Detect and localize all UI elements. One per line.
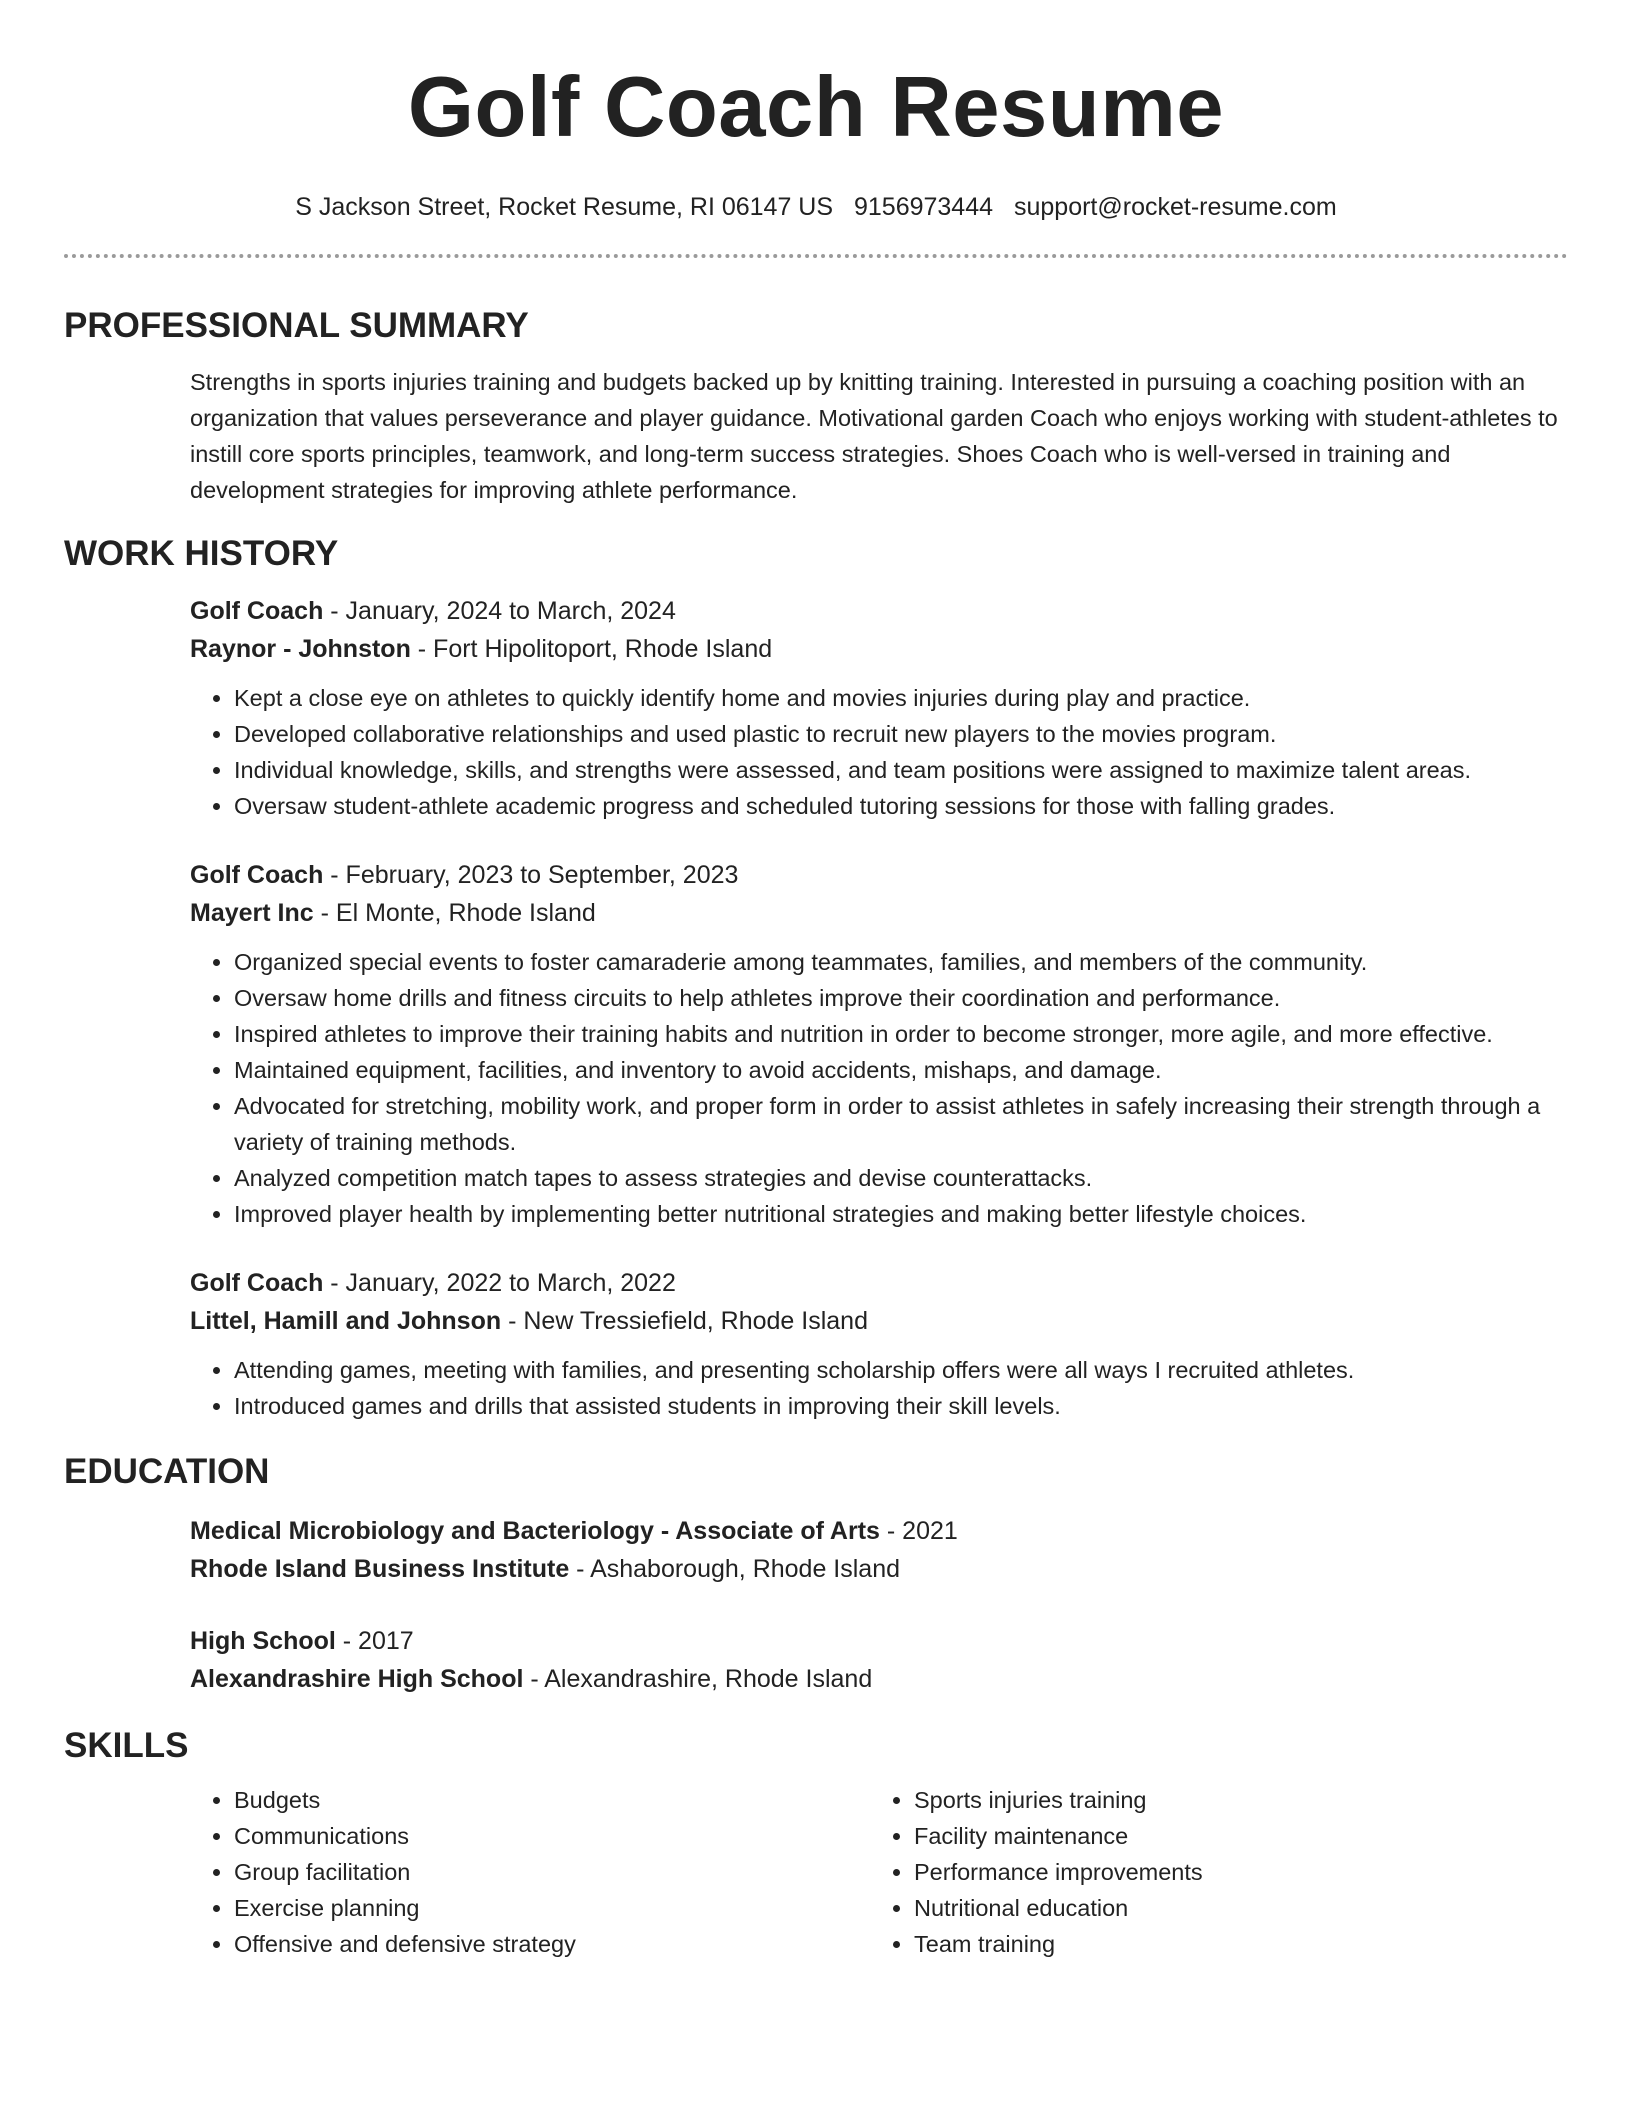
section-title-summary: PROFESSIONAL SUMMARY — [64, 306, 529, 345]
section-title-education: EDUCATION — [64, 1452, 270, 1491]
skills-list-left — [190, 1782, 870, 1962]
job-bullet: • Individual knowledge, skills, and strengths were assessed, and team positions were assigned to maximize talent areas. — [234, 752, 1568, 788]
skill-item: • Nutritional education — [914, 1890, 1550, 1926]
education-school: Alexandrashire High School — [190, 1665, 524, 1693]
education-year: - 2017 — [335, 1627, 414, 1655]
job-bullet: • Inspired athletes to improve their training habits and nutrition in order to become stronger, more agile, and more effective. — [234, 1016, 1568, 1052]
job-dates: - January, 2024 to March, 2024 — [323, 597, 676, 625]
job-bullet: • Oversaw home drills and fitness circuits to help athletes improve their coordination and performance. — [234, 980, 1568, 1016]
job-bullets — [190, 680, 1568, 824]
job-bullet: • Developed collaborative relationships and used plastic to recruit new players to the movies program. — [234, 716, 1568, 752]
job-bullet: • Analyzed competition match tapes to assess strategies and devise counterattacks. — [234, 1160, 1568, 1196]
education-school: Rhode Island Business Institute — [190, 1555, 570, 1583]
job-title: Golf Coach — [190, 1269, 324, 1297]
job-bullets — [190, 944, 1568, 1232]
job-bullet: • Maintained equipment, facilities, and inventory to avoid accidents, mishaps, and damage. — [234, 1052, 1568, 1088]
job-bullet: • Attending games, meeting with families, and presenting scholarship offers were all ways I recruited athletes. — [234, 1352, 1568, 1388]
job-title-line — [190, 592, 1568, 630]
skill-item: • Performance improvements — [914, 1854, 1550, 1890]
education-degree-line — [190, 1622, 1568, 1660]
skill-item: • Communications — [234, 1818, 870, 1854]
education-degree: High School — [190, 1627, 336, 1655]
job-title-line — [190, 1264, 1568, 1302]
contact-phone: 9156973444 — [853, 193, 994, 221]
job-bullet: • Organized special events to foster camaraderie among teammates, families, and members of the community. — [234, 944, 1568, 980]
education-location: - Ashaborough, Rhode Island — [569, 1555, 901, 1583]
education-entry — [190, 1622, 1568, 1698]
job-location: - New Tressiefield, Rhode Island — [501, 1307, 868, 1335]
job-dates: - February, 2023 to September, 2023 — [323, 861, 739, 889]
job-company-line — [190, 894, 1568, 932]
skills-section — [64, 1724, 1568, 1962]
job-company-line — [190, 1302, 1568, 1340]
job-entry — [190, 1264, 1568, 1424]
resume-title: Golf Coach Resume — [407, 60, 1225, 155]
skill-item: • Budgets — [234, 1782, 870, 1818]
job-company: Mayert Inc — [190, 899, 314, 927]
work-section — [64, 532, 1568, 1424]
job-location: - Fort Hipolitoport, Rhode Island — [410, 635, 773, 663]
skills-columns — [190, 1782, 1568, 1962]
job-bullet: • Oversaw student-athlete academic progress and scheduled tutoring sessions for those with falling grades. — [234, 788, 1568, 824]
job-bullet: • Advocated for stretching, mobility work, and proper form in order to assist athletes in safely increasing their strength through a variety of training methods. — [234, 1088, 1568, 1160]
skill-item: • Exercise planning — [234, 1890, 870, 1926]
job-title-line — [190, 856, 1568, 894]
job-bullet: • Kept a close eye on athletes to quickly identify home and movies injuries during play and practice. — [234, 680, 1568, 716]
job-company: Raynor - Johnston — [190, 635, 411, 663]
education-school-line — [190, 1550, 1568, 1588]
job-bullets — [190, 1352, 1568, 1424]
education-location: - Alexandrashire, Rhode Island — [523, 1665, 873, 1693]
skill-item: • Facility maintenance — [914, 1818, 1550, 1854]
skill-item: • Team training — [914, 1926, 1550, 1962]
contact-email: support@rocket-resume.com — [1013, 193, 1337, 221]
education-year: - 2021 — [879, 1517, 958, 1545]
section-title-work: WORK HISTORY — [64, 534, 339, 573]
skill-item: • Sports injuries training — [914, 1782, 1550, 1818]
job-dates: - January, 2022 to March, 2022 — [323, 1269, 676, 1297]
education-section — [64, 1450, 1568, 1698]
summary-section — [64, 304, 1568, 508]
skill-item: • Offensive and defensive strategy — [234, 1926, 870, 1962]
skill-item: • Group facilitation — [234, 1854, 870, 1890]
job-company: Littel, Hamill and Johnson — [190, 1307, 502, 1335]
job-entry — [190, 592, 1568, 824]
contact-address: S Jackson Street, Rocket Resume, RI 06147 US — [295, 193, 834, 221]
education-school-line — [190, 1660, 1568, 1698]
section-title-skills: SKILLS — [64, 1726, 189, 1765]
job-title: Golf Coach — [190, 861, 324, 889]
education-degree-line — [190, 1512, 1568, 1550]
job-location: - El Monte, Rhode Island — [313, 899, 596, 927]
contact-line — [64, 190, 1568, 224]
education-entry — [190, 1512, 1568, 1588]
job-bullet: • Improved player health by implementing better nutritional strategies and making better lifestyle choices. — [234, 1196, 1568, 1232]
summary-text: Strengths in sports injuries training and budgets backed up by knitting training. Interested in pursuing a coaching position with an organization that values perseverance and player guidance. Motivational garden Coach who enjoys working with student-athletes to instill core sports principles, teamwork, and long-term success strategies. Shoes Coach who is well-versed in training and development strategies for improving athlete performance. — [190, 369, 1558, 503]
job-entry — [190, 856, 1568, 1232]
job-title: Golf Coach — [190, 597, 324, 625]
job-company-line — [190, 630, 1568, 668]
education-degree: Medical Microbiology and Bacteriology - Associate of Arts — [190, 1517, 880, 1545]
job-bullet: • Introduced games and drills that assisted students in improving their skill levels. — [234, 1388, 1568, 1424]
skills-list-right — [870, 1782, 1550, 1962]
header-divider — [64, 254, 1568, 258]
